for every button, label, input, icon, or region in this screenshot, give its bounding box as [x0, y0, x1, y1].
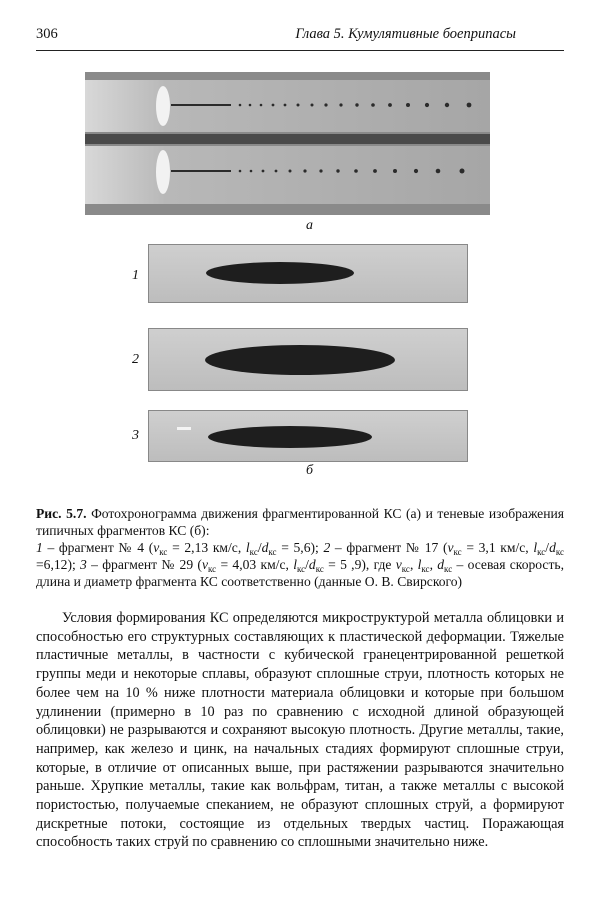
fragment-2-image [148, 328, 468, 391]
page-header [36, 26, 564, 46]
fragment-3-image [148, 410, 468, 462]
legend-text: – фрагмент № 17 ( [330, 540, 448, 555]
symbol-d: d [308, 557, 316, 572]
running-title: Глава 5. Кумулятивные боеприпасы [295, 26, 516, 42]
subscript: кс [208, 564, 217, 574]
caption-legend [36, 539, 564, 590]
legend-text: = 5 ,9), где [323, 557, 396, 572]
page-number: 306 [36, 26, 58, 42]
body-text [36, 609, 564, 852]
legend-text: , [429, 557, 438, 572]
legend-text: , [409, 557, 418, 572]
caption-title [36, 505, 564, 539]
photochronogram-image [85, 72, 490, 215]
subscript: кс [537, 547, 546, 557]
legend-text: / [257, 540, 262, 555]
subscript: кс [315, 564, 324, 574]
subscript: кс [268, 547, 277, 557]
legend-text: = 2,13 км/с, [167, 540, 246, 555]
legend-text: =6,12); [36, 557, 81, 572]
legend-number: 1 [36, 540, 43, 555]
body-paragraph: Условия формирования КС определяются микроструктурой металла облицовки и способностью его структурных составляющих к пластической деформации. Тяжелые пластичные металлы, в частности с кубической гранецентрированной решеткой группы меди и некоторые сплавы, образуют сплошные струи, плотность которых не более чем на 10 % ниже плотности материала облицовки и которые при большом удлинении (примерно в 10 раз по сравнению с исходной длиной образующей облицовки) не разрываются и сохраняют высокую плотность. Другие металлы, такие, например, как железо и цинк, на начальных стадиях формируют сплошные струи, которые, в отличие от описанных выше, при растяжении разрываются значительно раньше. Хрупкие металлы, такие как вольфрам, титан, а также металлы с высокой пористостью, получаемые спеканием, не образуют сплошных струй, а формируют дискретные потоки, состоящие из отдельных твердых частиц. Поражающая способность таких струй по сравнению со сплошными значительно ниже. [36, 610, 564, 851]
symbol-v: v [395, 557, 402, 572]
subscript: кс [444, 564, 453, 574]
panel-b-label: б [306, 463, 314, 478]
fragment-1-label: 1 [132, 268, 139, 283]
subscript: кс [453, 547, 462, 557]
subscript: кс [296, 564, 306, 574]
symbol-v: v [201, 557, 208, 572]
legend-number: 3 [80, 557, 87, 572]
subscript: кс [159, 547, 168, 557]
subscript: кс [401, 564, 410, 574]
symbol-l: l [417, 557, 422, 572]
symbol-d: d [261, 540, 269, 555]
photochronogram-drawing [85, 72, 490, 215]
fragment-1-drawing [149, 245, 467, 302]
subscript: кс [421, 564, 430, 574]
legend-text: – фрагмент № 29 ( [86, 557, 202, 572]
caption-title-text: Фотохронограмма движения фрагментированной КС (а) и теневые изображения типичных фрагментов КС (б): [36, 506, 564, 538]
symbol-l: l [245, 540, 250, 555]
legend-text: / [305, 557, 309, 572]
symbol-d: d [549, 540, 556, 555]
fragment-3-label: 3 [132, 428, 139, 443]
fragment-2-drawing [149, 329, 467, 390]
header-rule [36, 50, 564, 51]
fragment-1-image [148, 244, 468, 303]
legend-number: 2 [323, 540, 331, 555]
symbol-v: v [447, 540, 454, 555]
panel-a-label: а [306, 218, 313, 233]
legend-text: / [545, 540, 550, 555]
legend-text: = 5,6); [276, 540, 324, 555]
symbol-l: l [533, 540, 538, 555]
figure-caption [36, 505, 564, 590]
subscript: кс [555, 547, 565, 557]
symbol-l: l [293, 557, 297, 572]
legend-text: = 3,1 км/с, [461, 540, 534, 555]
symbol-v: v [153, 540, 160, 555]
symbol-d: d [437, 557, 445, 572]
legend-text: – осевая скорость, длина и диаметр фрагмента КС соответственно (данные О. В. Свирского) [36, 557, 565, 589]
fragment-3-drawing [149, 411, 467, 461]
figure-number: Рис. 5.7. [36, 506, 87, 521]
fragment-2-label: 2 [132, 352, 139, 367]
legend-text: – фрагмент № 4 ( [42, 540, 154, 555]
subscript: кс [249, 547, 258, 557]
legend-text: = 4,03 км/с, [216, 557, 294, 572]
